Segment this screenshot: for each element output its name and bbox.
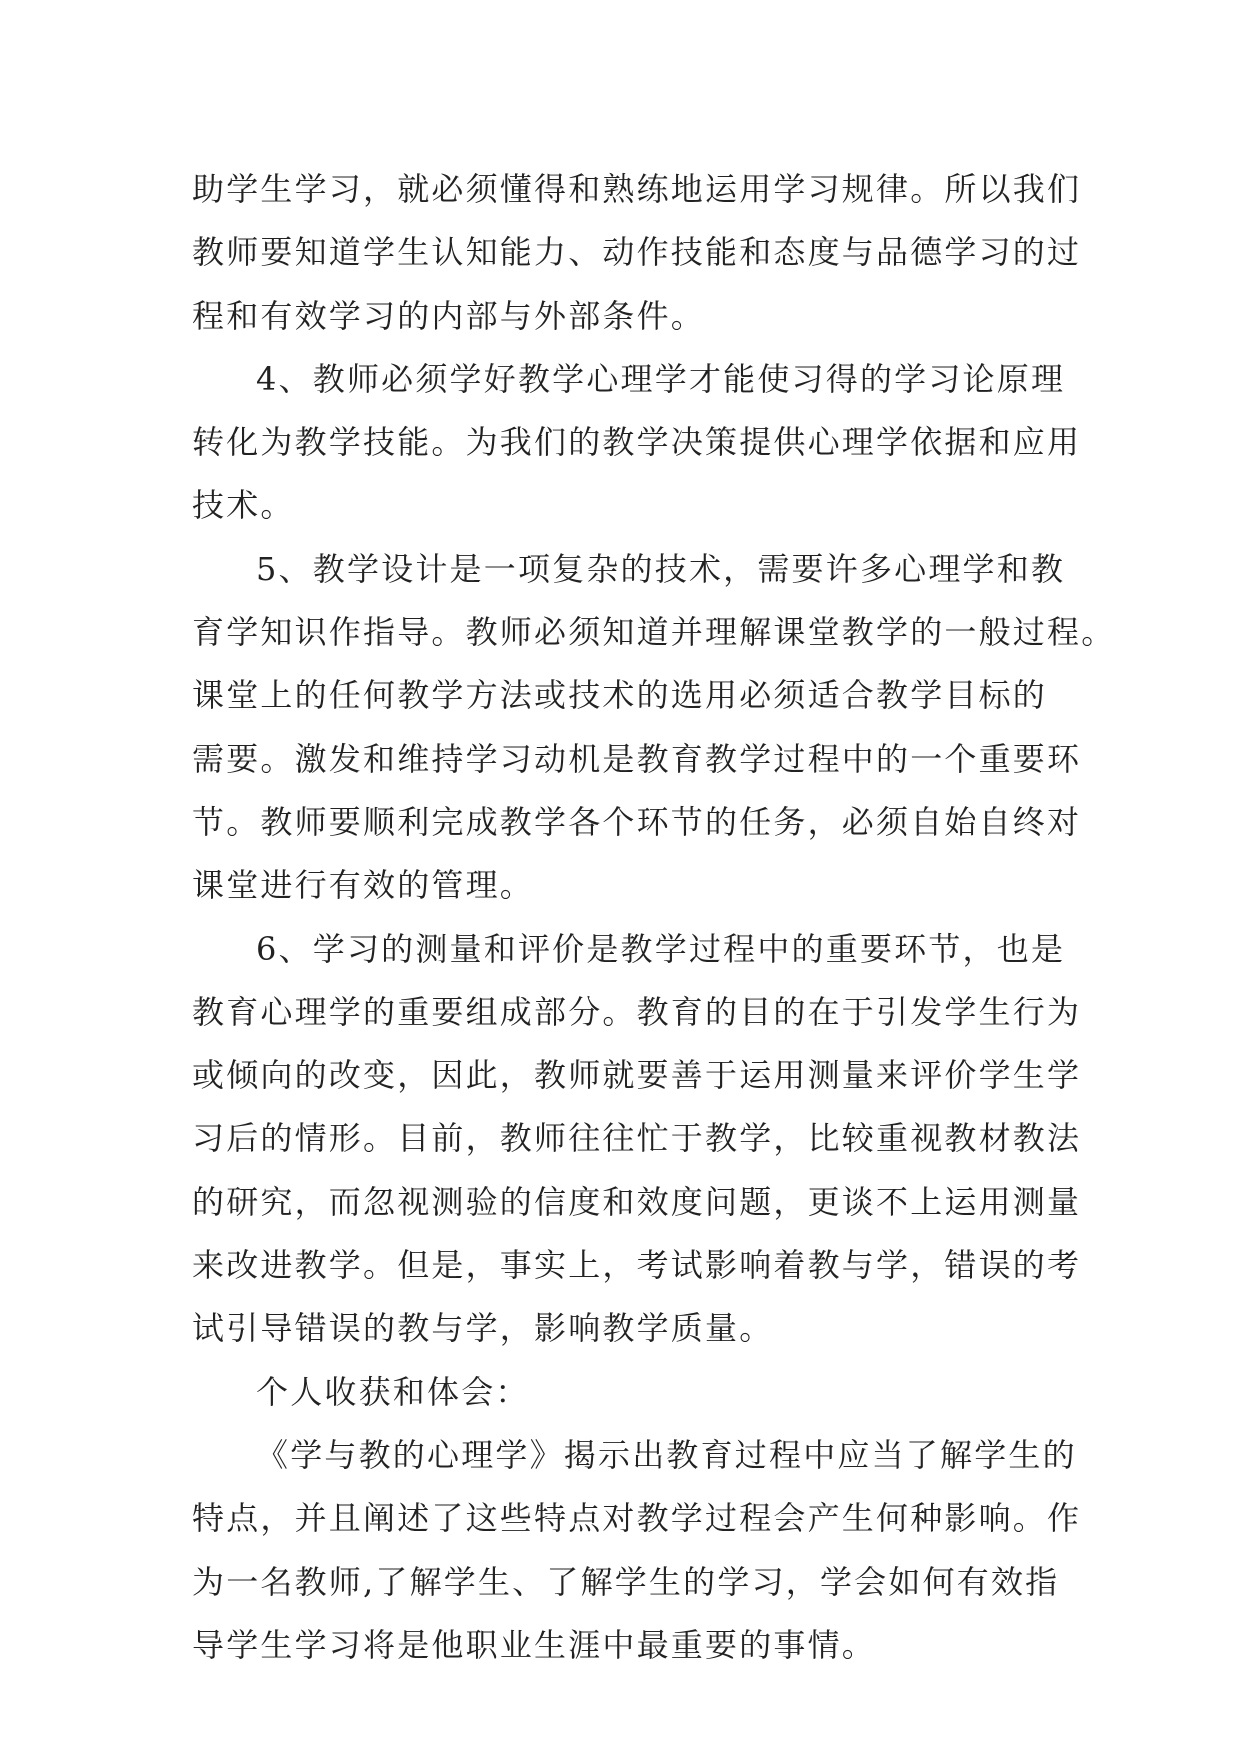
text-line: 助学生学习，就必须懂得和熟练地运用学习规律。所以我们	[192, 170, 1082, 208]
text-line: 或倾向的改变，因此，教师就要善于运用测量来评价学生学	[192, 1056, 1082, 1095]
text-line: 个人收获和体会：	[256, 1372, 530, 1411]
text-line: 导学生学习将是他职业生涯中最重要的事情。	[192, 1625, 877, 1664]
text-line: 6、学习的测量和评价是教学过程中的重要环节，也是	[256, 929, 1066, 968]
text-line: 为一名教师,了解学生、了解学生的学习，学会如何有效指	[192, 1562, 1060, 1601]
text-line: 转化为教学技能。为我们的教学决策提供心理学依据和应用	[192, 423, 1082, 462]
text-line: 课堂上的任何教学方法或技术的选用必须适合教学目标的	[192, 676, 1048, 715]
text-line: 育学知识作指导。教师必须知道并理解课堂教学的一般过程。	[192, 613, 1116, 652]
text-line: 需要。激发和维持学习动机是教育教学过程中的一个重要环	[192, 739, 1082, 778]
text-line: 节。教师要顺利完成教学各个环节的任务，必须自始自终对	[192, 802, 1082, 841]
text-line: 4、教师必须学好教学心理学才能使习得的学习论原理	[256, 359, 1066, 398]
text-line: 教师要知道学生认知能力、动作技能和态度与品德学习的过	[192, 233, 1082, 272]
text-line: 《学与教的心理学》揭示出教育过程中应当了解学生的	[256, 1435, 1077, 1474]
text-line: 习后的情形。目前，教师往往忙于教学，比较重视教材教法	[192, 1119, 1082, 1158]
text-line: 的研究，而忽视测验的信度和效度问题，更谈不上运用测量	[192, 1182, 1082, 1221]
text-line: 特点，并且阐述了这些特点对教学过程会产生何种影响。作	[192, 1499, 1082, 1538]
text-line: 试引导错误的教与学，影响教学质量。	[192, 1309, 774, 1348]
text-line: 技术。	[192, 486, 295, 525]
document-body	[192, 158, 1116, 1677]
text-line: 程和有效学习的内部与外部条件。	[192, 296, 706, 335]
text-line: 来改进教学。但是，事实上，考试影响着教与学，错误的考	[192, 1246, 1082, 1285]
text-line: 课堂进行有效的管理。	[192, 866, 535, 905]
text-line: 5、教学设计是一项复杂的技术，需要许多心理学和教	[256, 549, 1066, 588]
text-line: 教育心理学的重要组成部分。教育的目的在于引发学生行为	[192, 992, 1082, 1031]
